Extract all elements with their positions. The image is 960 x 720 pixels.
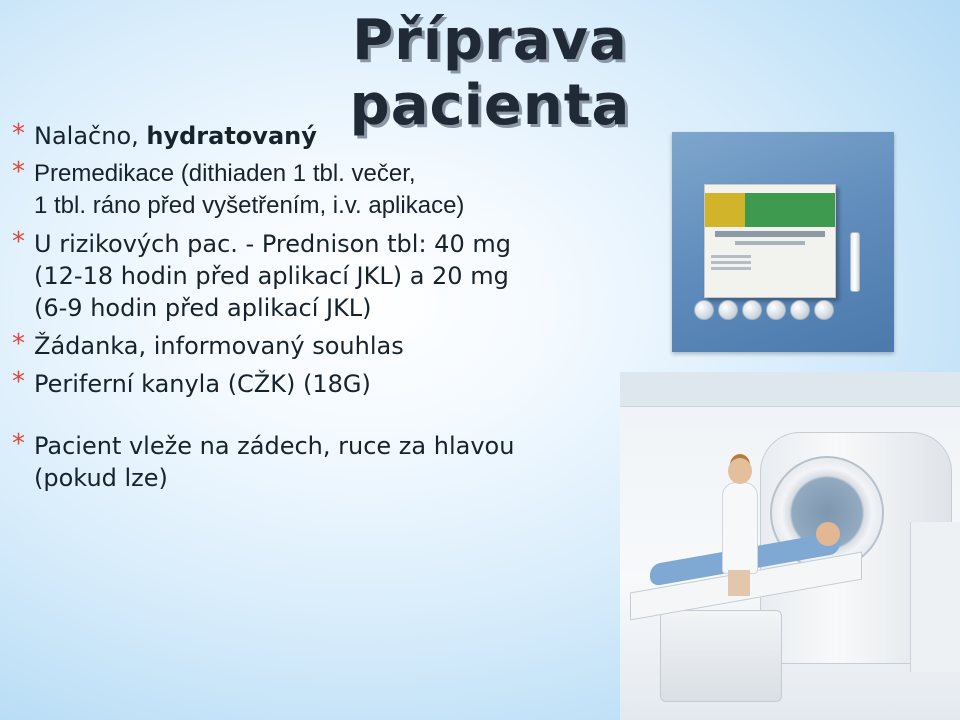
bullet-marker: *: [12, 329, 25, 359]
bullet-cannula: [12, 368, 632, 400]
table-base: [660, 610, 782, 702]
nurse-legs: [728, 570, 750, 596]
nurse-figure: [722, 482, 758, 574]
bullet-line: (12-18 hodin před aplikací JKL) a 20 mg: [34, 262, 509, 290]
ampoule-row: [694, 300, 844, 322]
bullet-line: (6-9 hodin před aplikací JKL): [34, 294, 372, 322]
bullet-premedication: [12, 158, 632, 222]
bullet-marker: *: [12, 157, 25, 187]
bullet-marker: *: [12, 429, 25, 459]
ampoule-box: [704, 184, 836, 298]
bullet-fasting: [12, 120, 632, 152]
bullet-line: Premedikace (dithiaden 1 tbl. večer,: [34, 160, 416, 187]
bullet-list: [12, 120, 632, 500]
bullet-marker: *: [12, 119, 25, 149]
bullet-line: U rizikových pac. - Prednison tbl: 40 mg: [34, 230, 511, 258]
ct-scanner-photo: [620, 372, 960, 720]
bullet-text: Nalačno,: [34, 122, 147, 150]
bullet-patient-position: [12, 430, 632, 494]
bullet-text: Žádanka, informovaný souhlas: [34, 332, 404, 360]
bullet-bold-text: hydratovaný: [146, 122, 317, 150]
bullet-risk-patients: [12, 228, 632, 324]
bullet-line: (pokud lze): [34, 464, 168, 492]
vial-icon: [850, 232, 860, 292]
bullet-line: 1 tbl. ráno před vyšetřením, i.v. aplikace): [34, 192, 465, 219]
medicine-box-photo: [672, 132, 894, 352]
patient-head: [816, 522, 840, 546]
bullet-marker: *: [12, 227, 25, 257]
bullet-text: Periferní kanyla (CŽK) (18G): [34, 370, 371, 398]
bullet-request-form: [12, 330, 632, 362]
bullet-line: Pacient vleže na zádech, ruce za hlavou: [34, 432, 515, 460]
nurse-head: [728, 458, 752, 484]
slide-title: Příprava pacienta: [349, 8, 631, 138]
bullet-marker: *: [12, 367, 25, 397]
